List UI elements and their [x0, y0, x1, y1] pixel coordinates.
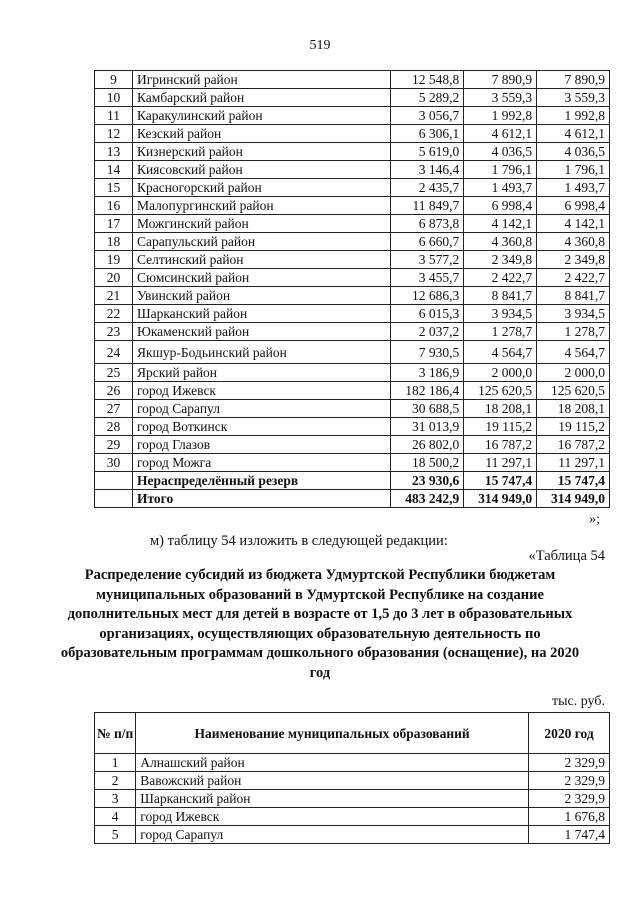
subsidy-table-54 — [94, 712, 610, 844]
row-value-3: 4 612,1 — [537, 125, 610, 143]
row-value-3: 4 142,1 — [537, 215, 610, 233]
row-value-1: 2 435,7 — [391, 179, 464, 197]
row-value-2: 4 564,7 — [464, 341, 537, 364]
row-number: 30 — [95, 454, 133, 472]
row-name: Каракулинский район — [132, 107, 391, 125]
row-number: 13 — [95, 143, 133, 161]
row-number: 25 — [95, 364, 133, 382]
row-value-1: 11 849,7 — [391, 197, 464, 215]
row-name: Шарканский район — [136, 790, 529, 808]
row-value: 2 329,9 — [529, 754, 610, 772]
row-name: Селтинский район — [132, 251, 391, 269]
row-value-1: 3 186,9 — [391, 364, 464, 382]
row-value-2: 2 349,8 — [464, 251, 537, 269]
row-name: Вавожский район — [136, 772, 529, 790]
row-value-3: 2 000,0 — [537, 364, 610, 382]
table-row — [95, 107, 610, 125]
row-number: 24 — [95, 341, 133, 364]
table-row — [95, 436, 610, 454]
row-value-3: 19 115,2 — [537, 418, 610, 436]
row-value-1: 26 802,0 — [391, 436, 464, 454]
row-value: 1 747,4 — [529, 826, 610, 844]
table-row — [95, 418, 610, 436]
row-value-1: 182 186,4 — [391, 382, 464, 400]
row-value-3: 2 349,8 — [537, 251, 610, 269]
row-value-1: 2 037,2 — [391, 323, 464, 341]
row-name: Красногорский район — [132, 179, 391, 197]
table-row — [95, 754, 610, 772]
row-value-2: 16 787,2 — [464, 436, 537, 454]
table-row — [95, 323, 610, 341]
row-number: 4 — [95, 808, 136, 826]
row-number: 17 — [95, 215, 133, 233]
row-value-3: 15 747,4 — [537, 472, 610, 490]
row-number — [95, 472, 133, 490]
row-name: Нераспределённый резерв — [132, 472, 391, 490]
row-number: 20 — [95, 269, 133, 287]
row-value-3: 8 841,7 — [537, 287, 610, 305]
table-row — [95, 826, 610, 844]
row-name: Сарапульский район — [132, 233, 391, 251]
row-value: 2 329,9 — [529, 790, 610, 808]
row-value-2: 1 493,7 — [464, 179, 537, 197]
row-value-3: 3 934,5 — [537, 305, 610, 323]
table-row — [95, 125, 610, 143]
row-value-1: 6 306,1 — [391, 125, 464, 143]
row-value-2: 3 934,5 — [464, 305, 537, 323]
row-name: Можгинский район — [132, 215, 391, 233]
row-value-1: 3 577,2 — [391, 251, 464, 269]
row-value-3: 7 890,9 — [537, 71, 610, 89]
table-row — [95, 89, 610, 107]
row-value-1: 18 500,2 — [391, 454, 464, 472]
row-number — [95, 490, 133, 508]
row-name: город Воткинск — [132, 418, 391, 436]
row-value-2: 4 142,1 — [464, 215, 537, 233]
row-number: 18 — [95, 233, 133, 251]
row-number: 9 — [95, 71, 133, 89]
row-value-1: 483 242,9 — [391, 490, 464, 508]
header-number: № п/п — [95, 713, 136, 754]
table-row — [95, 400, 610, 418]
row-value-1: 3 056,7 — [391, 107, 464, 125]
header-year: 2020 год — [529, 713, 610, 754]
row-value-2: 3 559,3 — [464, 89, 537, 107]
row-name: Кезский район — [132, 125, 391, 143]
row-number: 1 — [95, 754, 136, 772]
row-value-3: 4 360,8 — [537, 233, 610, 251]
row-value-3: 1 278,7 — [537, 323, 610, 341]
row-number: 26 — [95, 382, 133, 400]
row-number: 27 — [95, 400, 133, 418]
row-name: Увинский район — [132, 287, 391, 305]
row-value-2: 1 992,8 — [464, 107, 537, 125]
page-number: 519 — [309, 38, 331, 53]
table-row — [95, 215, 610, 233]
row-value-2: 8 841,7 — [464, 287, 537, 305]
row-name: город Ижевск — [136, 808, 529, 826]
row-value-2: 2 422,7 — [464, 269, 537, 287]
table-row — [95, 364, 610, 382]
units-label: тыс. руб. — [552, 694, 605, 709]
row-name: город Сарапул — [132, 400, 391, 418]
row-number: 12 — [95, 125, 133, 143]
table-row — [95, 382, 610, 400]
row-value-1: 31 013,9 — [391, 418, 464, 436]
table-row — [95, 179, 610, 197]
row-name: Камбарский район — [132, 89, 391, 107]
row-value-2: 15 747,4 — [464, 472, 537, 490]
row-number: 19 — [95, 251, 133, 269]
table-row — [95, 251, 610, 269]
table-label: «Таблица 54 — [528, 548, 605, 564]
row-number: 2 — [95, 772, 136, 790]
row-name: Итого — [132, 490, 391, 508]
row-value-3: 11 297,1 — [537, 454, 610, 472]
row-value-3: 18 208,1 — [537, 400, 610, 418]
table-row — [95, 233, 610, 251]
row-number: 5 — [95, 826, 136, 844]
row-value: 1 676,8 — [529, 808, 610, 826]
table-row — [95, 808, 610, 826]
row-number: 3 — [95, 790, 136, 808]
row-number: 28 — [95, 418, 133, 436]
row-value-1: 5 619,0 — [391, 143, 464, 161]
row-name: Киясовский район — [132, 161, 391, 179]
row-number: 21 — [95, 287, 133, 305]
row-number: 22 — [95, 305, 133, 323]
row-value-3: 1 493,7 — [537, 179, 610, 197]
row-value-2: 7 890,9 — [464, 71, 537, 89]
row-name: Ярский район — [132, 364, 391, 382]
row-value-1: 3 455,7 — [391, 269, 464, 287]
row-value-3: 16 787,2 — [537, 436, 610, 454]
row-value-1: 23 930,6 — [391, 472, 464, 490]
table-row — [95, 454, 610, 472]
row-value-3: 2 422,7 — [537, 269, 610, 287]
row-value-2: 4 612,1 — [464, 125, 537, 143]
row-value-2: 1 796,1 — [464, 161, 537, 179]
row-value-1: 3 146,4 — [391, 161, 464, 179]
row-name: Малопургинский район — [132, 197, 391, 215]
table-row — [95, 790, 610, 808]
row-value-3: 4 036,5 — [537, 143, 610, 161]
row-number: 10 — [95, 89, 133, 107]
row-number: 16 — [95, 197, 133, 215]
table-row — [95, 772, 610, 790]
subsidy-table-continuation — [94, 70, 610, 508]
row-value-1: 7 930,5 — [391, 341, 464, 364]
row-value-2: 125 620,5 — [464, 382, 537, 400]
row-value-3: 6 998,4 — [537, 197, 610, 215]
row-value-1: 6 015,3 — [391, 305, 464, 323]
row-value-3: 1 796,1 — [537, 161, 610, 179]
row-value-2: 4 036,5 — [464, 143, 537, 161]
row-value-2: 18 208,1 — [464, 400, 537, 418]
table-row — [95, 269, 610, 287]
row-number: 29 — [95, 436, 133, 454]
row-number: 11 — [95, 107, 133, 125]
table-row — [95, 472, 610, 490]
row-name: город Сарапул — [136, 826, 529, 844]
row-value-2: 19 115,2 — [464, 418, 537, 436]
row-value-3: 4 564,7 — [537, 341, 610, 364]
row-name: Алнашский район — [136, 754, 529, 772]
row-value-2: 314 949,0 — [464, 490, 537, 508]
header-name: Наименование муниципальных образований — [136, 713, 529, 754]
row-value-3: 125 620,5 — [537, 382, 610, 400]
row-number: 15 — [95, 179, 133, 197]
row-value-2: 2 000,0 — [464, 364, 537, 382]
row-value-3: 1 992,8 — [537, 107, 610, 125]
row-number: 14 — [95, 161, 133, 179]
table-row — [95, 287, 610, 305]
row-value-2: 4 360,8 — [464, 233, 537, 251]
table-row — [95, 305, 610, 323]
row-name: Шарканский район — [132, 305, 391, 323]
row-value-2: 6 998,4 — [464, 197, 537, 215]
table-row — [95, 143, 610, 161]
row-name: Якшур-Бодьинский район — [132, 341, 391, 364]
table-row — [95, 161, 610, 179]
closing-quote: »; — [589, 512, 600, 527]
table-row — [95, 197, 610, 215]
table-header-row — [95, 713, 610, 754]
row-name: город Можга — [132, 454, 391, 472]
row-value-1: 12 548,8 — [391, 71, 464, 89]
row-value-1: 6 873,8 — [391, 215, 464, 233]
row-value-2: 1 278,7 — [464, 323, 537, 341]
row-value-1: 30 688,5 — [391, 400, 464, 418]
table-row — [95, 71, 610, 89]
row-value-2: 11 297,1 — [464, 454, 537, 472]
table-row — [95, 490, 610, 508]
row-value: 2 329,9 — [529, 772, 610, 790]
row-value-1: 5 289,2 — [391, 89, 464, 107]
row-value-3: 314 949,0 — [537, 490, 610, 508]
row-value-1: 6 660,7 — [391, 233, 464, 251]
row-name: Кизнерский район — [132, 143, 391, 161]
amendment-instruction: м) таблицу 54 изложить в следующей редакции: — [150, 533, 448, 549]
table-row — [95, 341, 610, 364]
row-value-3: 3 559,3 — [537, 89, 610, 107]
row-name: Юкаменский район — [132, 323, 391, 341]
table-title: Распределение субсидий из бюджета Удмуртской Республики бюджетам муниципальных образований в Удмуртской Республике на создание дополнительных мест для детей в возрасте от 1,5 до 3 лет в образовательных организациях, осуществляющих образовательную деятельность по образовательным программам дошкольного образования (оснащение), на 2020 год — [60, 567, 580, 681]
row-name: город Ижевск — [132, 382, 391, 400]
row-name: город Глазов — [132, 436, 391, 454]
row-number: 23 — [95, 323, 133, 341]
row-value-1: 12 686,3 — [391, 287, 464, 305]
row-name: Сюмсинский район — [132, 269, 391, 287]
row-name: Игринский район — [132, 71, 391, 89]
